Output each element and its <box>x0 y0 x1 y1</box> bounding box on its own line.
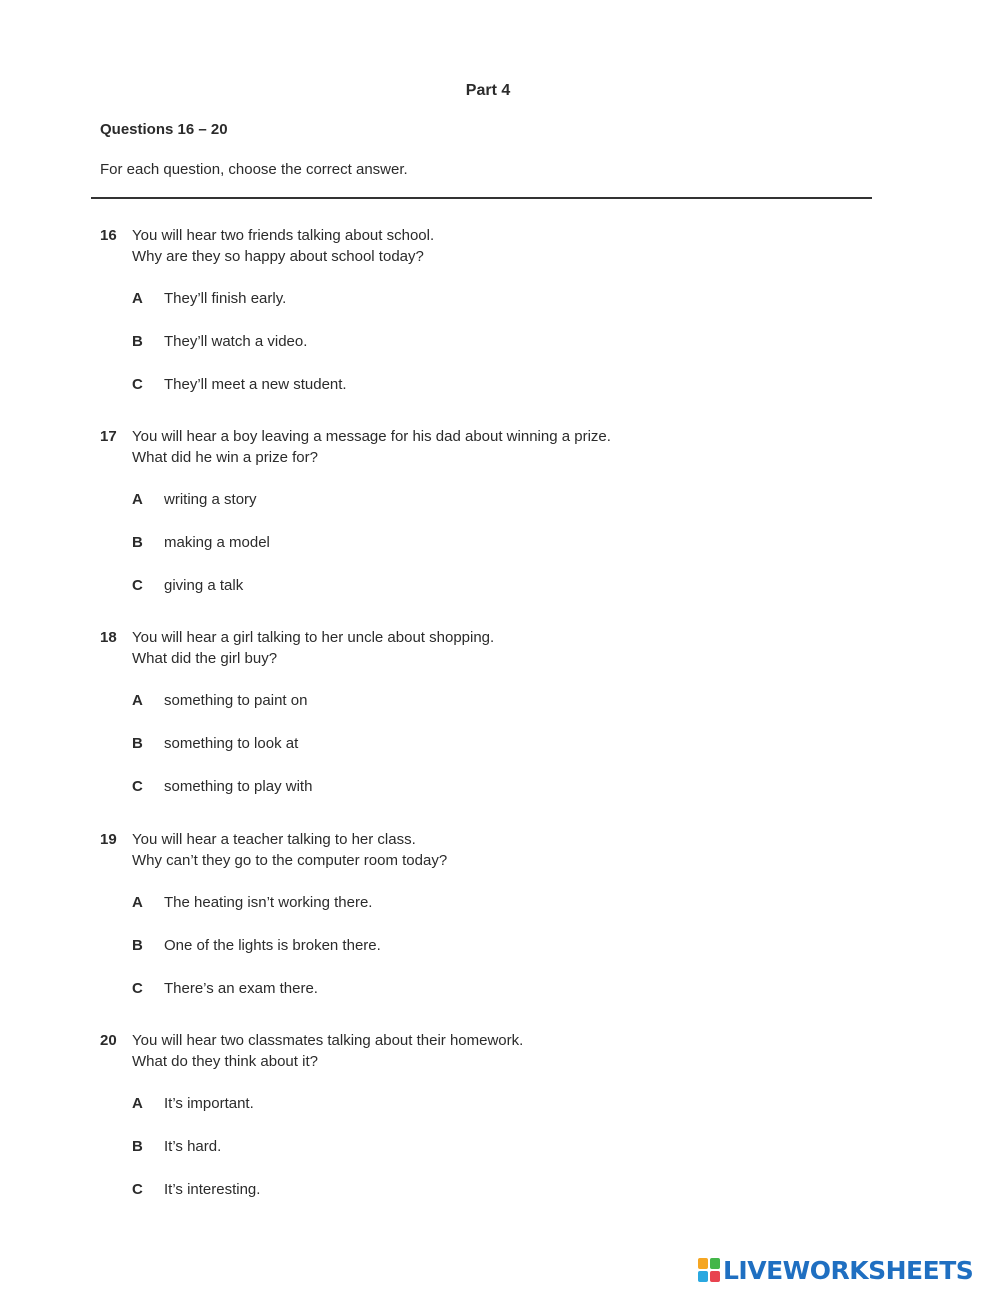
option-letter: B <box>132 534 143 551</box>
instruction-text: For each question, choose the correct answer. <box>100 161 408 178</box>
question-number: 18 <box>100 629 117 646</box>
option-c[interactable] <box>132 980 632 1002</box>
question-context: You will hear two classmates talking about their homework. <box>132 1032 524 1049</box>
option-letter: B <box>132 1138 143 1155</box>
option-c[interactable] <box>132 577 632 599</box>
option-b[interactable] <box>132 937 632 959</box>
option-letter: A <box>132 894 143 911</box>
question-20 <box>100 1032 900 1222</box>
option-a[interactable] <box>132 894 632 916</box>
option-letter: A <box>132 491 143 508</box>
option-text: giving a talk <box>164 577 244 594</box>
question-number: 20 <box>100 1032 117 1049</box>
option-b[interactable] <box>132 1138 632 1160</box>
option-text: something to play with <box>164 778 313 795</box>
question-context: You will hear a girl talking to her uncle about shopping. <box>132 629 495 646</box>
option-letter: C <box>132 778 143 795</box>
option-text: It’s interesting. <box>164 1181 261 1198</box>
question-prompt: What did he win a prize for? <box>132 449 318 466</box>
option-a[interactable] <box>132 491 632 513</box>
page-title: Part 4 <box>465 82 511 99</box>
option-c[interactable] <box>132 778 632 800</box>
option-b[interactable] <box>132 534 632 556</box>
option-text: It’s important. <box>164 1095 254 1112</box>
question-16 <box>100 227 900 417</box>
option-letter: B <box>132 735 143 752</box>
option-c[interactable] <box>132 376 632 398</box>
option-letter: B <box>132 937 143 954</box>
logo-tile-green <box>710 1258 720 1269</box>
questions-range-heading: Questions 16 – 20 <box>100 121 228 138</box>
option-letter: B <box>132 333 143 350</box>
option-a[interactable] <box>132 290 632 312</box>
option-text: There’s an exam there. <box>164 980 318 997</box>
option-b[interactable] <box>132 735 632 757</box>
option-text: something to look at <box>164 735 299 752</box>
question-prompt: What did the girl buy? <box>132 650 278 667</box>
option-letter: A <box>132 290 143 307</box>
option-text: One of the lights is broken there. <box>164 937 381 954</box>
question-number: 19 <box>100 831 117 848</box>
option-letter: C <box>132 376 143 393</box>
option-text: They’ll meet a new student. <box>164 376 347 393</box>
option-letter: A <box>132 692 143 709</box>
question-number: 17 <box>100 428 117 445</box>
option-text: The heating isn’t working there. <box>164 894 373 911</box>
question-prompt: Why are they so happy about school today? <box>132 248 424 265</box>
option-text: They’ll finish early. <box>164 290 287 307</box>
divider-line <box>91 197 872 199</box>
question-context: You will hear a boy leaving a message for his dad about winning a prize. <box>132 428 611 445</box>
question-17 <box>100 428 900 618</box>
question-prompt: What do they think about it? <box>132 1053 318 1070</box>
brand-wordmark: LIVEWORKSHEETS <box>723 1255 974 1285</box>
option-b[interactable] <box>132 333 632 355</box>
option-a[interactable] <box>132 692 632 714</box>
option-text: writing a story <box>164 491 257 508</box>
option-text: It’s hard. <box>164 1138 222 1155</box>
question-18 <box>100 629 900 819</box>
question-19 <box>100 831 900 1021</box>
option-letter: A <box>132 1095 143 1112</box>
question-context: You will hear two friends talking about school. <box>132 227 435 244</box>
question-prompt: Why can’t they go to the computer room today? <box>132 852 448 869</box>
option-text: They’ll watch a video. <box>164 333 308 350</box>
option-letter: C <box>132 577 143 594</box>
liveworksheets-logo-icon <box>698 1258 720 1282</box>
logo-tile-red <box>710 1271 720 1282</box>
option-letter: C <box>132 1181 143 1198</box>
liveworksheets-brand[interactable] <box>698 1256 973 1284</box>
option-a[interactable] <box>132 1095 632 1117</box>
option-text: making a model <box>164 534 270 551</box>
question-context: You will hear a teacher talking to her class. <box>132 831 416 848</box>
option-text: something to paint on <box>164 692 308 709</box>
option-c[interactable] <box>132 1181 632 1203</box>
logo-tile-orange <box>698 1258 708 1269</box>
option-letter: C <box>132 980 143 997</box>
logo-tile-blue <box>698 1271 708 1282</box>
question-number: 16 <box>100 227 117 244</box>
